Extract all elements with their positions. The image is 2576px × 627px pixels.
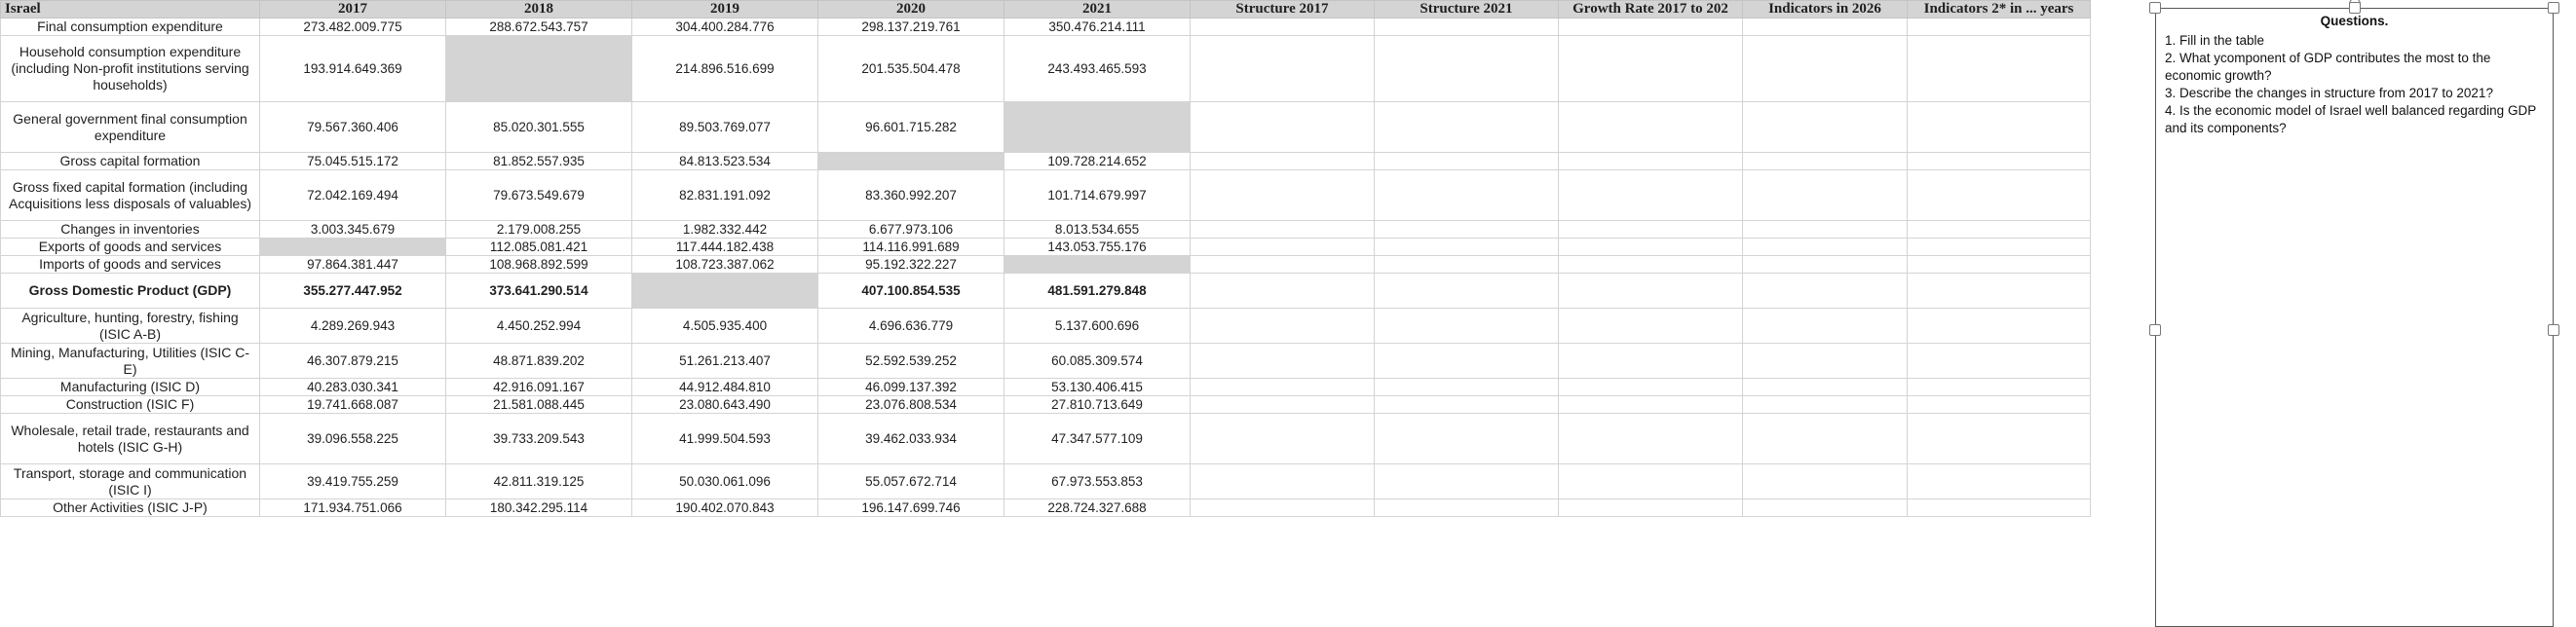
empty-cell[interactable]: [1375, 396, 1559, 414]
row-label-cell[interactable]: Changes in inventories: [1, 221, 260, 239]
value-cell[interactable]: 48.871.839.202: [446, 344, 632, 379]
row-label-cell[interactable]: Exports of goods and services: [1, 239, 260, 256]
value-cell[interactable]: 214.896.516.699: [632, 36, 818, 102]
value-cell[interactable]: 97.864.381.447: [260, 256, 446, 274]
value-cell[interactable]: 4.289.269.943: [260, 309, 446, 344]
empty-cell[interactable]: [1375, 464, 1559, 499]
empty-cell[interactable]: [1743, 274, 1908, 309]
value-cell[interactable]: 273.482.009.775: [260, 18, 446, 36]
value-cell[interactable]: 60.085.309.574: [1004, 344, 1191, 379]
empty-cell[interactable]: [1743, 309, 1908, 344]
empty-cell[interactable]: [1908, 274, 2091, 309]
empty-cell[interactable]: [1191, 239, 1375, 256]
value-cell[interactable]: 75.045.515.172: [260, 153, 446, 170]
empty-cell[interactable]: [1559, 18, 1743, 36]
empty-cell[interactable]: [1743, 102, 1908, 153]
empty-cell[interactable]: [1908, 239, 2091, 256]
value-cell[interactable]: 46.099.137.392: [818, 379, 1004, 396]
empty-cell[interactable]: [1908, 379, 2091, 396]
empty-cell[interactable]: [1191, 170, 1375, 221]
question-item: 3. Describe the changes in structure from 2017 to 2021?: [2165, 86, 2493, 100]
value-cell[interactable]: 39.733.209.543: [446, 414, 632, 464]
value-cell[interactable]: 101.714.679.997: [1004, 170, 1191, 221]
value-cell[interactable]: 114.116.991.689: [818, 239, 1004, 256]
empty-cell[interactable]: [1908, 36, 2091, 102]
resize-handle-right[interactable]: [2548, 324, 2559, 336]
value-cell[interactable]: 95.192.322.227: [818, 256, 1004, 274]
value-cell[interactable]: 6.677.973.106: [818, 221, 1004, 239]
empty-cell[interactable]: [1375, 102, 1559, 153]
empty-cell[interactable]: [1191, 464, 1375, 499]
empty-cell[interactable]: [1375, 499, 1559, 517]
empty-cell[interactable]: [1908, 464, 2091, 499]
value-cell[interactable]: 355.277.447.952: [260, 274, 446, 309]
value-cell[interactable]: 4.450.252.994: [446, 309, 632, 344]
header-cell-country[interactable]: Israel: [1, 1, 260, 18]
row-label-cell[interactable]: Household consumption expenditure (including Non-profit institutions serving households): [1, 36, 260, 102]
empty-cell[interactable]: [1191, 396, 1375, 414]
empty-cell[interactable]: [1191, 221, 1375, 239]
empty-cell[interactable]: [1375, 309, 1559, 344]
value-cell[interactable]: [446, 36, 632, 102]
empty-cell[interactable]: [1908, 18, 2091, 36]
empty-cell[interactable]: [1559, 221, 1743, 239]
value-cell[interactable]: 228.724.327.688: [1004, 499, 1191, 517]
value-cell[interactable]: 108.968.892.599: [446, 256, 632, 274]
header-cell-growth-rate[interactable]: Growth Rate 2017 to 202: [1559, 1, 1743, 18]
value-cell[interactable]: 143.053.755.176: [1004, 239, 1191, 256]
empty-cell[interactable]: [1743, 464, 1908, 499]
table-row: [1, 499, 2091, 517]
empty-cell[interactable]: [1908, 396, 2091, 414]
empty-cell[interactable]: [1743, 18, 1908, 36]
empty-cell[interactable]: [1191, 379, 1375, 396]
value-cell[interactable]: 55.057.672.714: [818, 464, 1004, 499]
table-row: [1, 344, 2091, 379]
value-cell[interactable]: 89.503.769.077: [632, 102, 818, 153]
empty-cell[interactable]: [1559, 464, 1743, 499]
value-cell[interactable]: 39.096.558.225: [260, 414, 446, 464]
row-label-cell[interactable]: Mining, Manufacturing, Utilities (ISIC C-E): [1, 344, 260, 379]
value-cell[interactable]: [1004, 256, 1191, 274]
header-cell-structure-2021[interactable]: Structure 2021: [1375, 1, 1559, 18]
value-cell[interactable]: 81.852.557.935: [446, 153, 632, 170]
empty-cell[interactable]: [1559, 379, 1743, 396]
table-row: [1, 396, 2091, 414]
row-label-cell[interactable]: Imports of goods and services: [1, 256, 260, 274]
empty-cell[interactable]: [1559, 499, 1743, 517]
value-cell[interactable]: 46.307.879.215: [260, 344, 446, 379]
value-cell[interactable]: 180.342.295.114: [446, 499, 632, 517]
table-row: [1, 309, 2091, 344]
empty-cell[interactable]: [1191, 499, 1375, 517]
empty-cell[interactable]: [1559, 102, 1743, 153]
value-cell[interactable]: 196.147.699.746: [818, 499, 1004, 517]
empty-cell[interactable]: [1559, 274, 1743, 309]
resize-handle-top[interactable]: [2349, 2, 2361, 14]
row-label-cell[interactable]: Other Activities (ISIC J-P): [1, 499, 260, 517]
value-cell[interactable]: 109.728.214.652: [1004, 153, 1191, 170]
value-cell[interactable]: 83.360.992.207: [818, 170, 1004, 221]
empty-cell[interactable]: [1191, 309, 1375, 344]
value-cell[interactable]: [260, 239, 446, 256]
table-row: [1, 414, 2091, 464]
value-cell[interactable]: 5.137.600.696: [1004, 309, 1191, 344]
question-item: 4. Is the economic model of Israel well balanced regarding GDP and its components?: [2165, 103, 2536, 135]
value-cell[interactable]: [1004, 102, 1191, 153]
value-cell[interactable]: 50.030.061.096: [632, 464, 818, 499]
empty-cell[interactable]: [1375, 153, 1559, 170]
header-cell-2020[interactable]: 2020: [818, 1, 1004, 18]
value-cell[interactable]: [818, 153, 1004, 170]
value-cell[interactable]: 4.696.636.779: [818, 309, 1004, 344]
row-label-cell[interactable]: Manufacturing (ISIC D): [1, 379, 260, 396]
value-cell[interactable]: 19.741.668.087: [260, 396, 446, 414]
empty-cell[interactable]: [1908, 499, 2091, 517]
value-cell[interactable]: 288.672.543.757: [446, 18, 632, 36]
value-cell[interactable]: 67.973.553.853: [1004, 464, 1191, 499]
value-cell[interactable]: 171.934.751.066: [260, 499, 446, 517]
empty-cell[interactable]: [1375, 18, 1559, 36]
value-cell[interactable]: 190.402.070.843: [632, 499, 818, 517]
empty-cell[interactable]: [1743, 396, 1908, 414]
value-cell[interactable]: 79.673.549.679: [446, 170, 632, 221]
row-label-cell[interactable]: Gross capital formation: [1, 153, 260, 170]
value-cell[interactable]: 52.592.539.252: [818, 344, 1004, 379]
value-cell[interactable]: 481.591.279.848: [1004, 274, 1191, 309]
value-cell[interactable]: 42.811.319.125: [446, 464, 632, 499]
table-row: [1, 36, 2091, 102]
table-row: [1, 239, 2091, 256]
questions-textbox[interactable]: [2155, 8, 2554, 627]
table-body: [1, 1, 2091, 517]
questions-title: Questions.: [2320, 14, 2389, 28]
value-cell[interactable]: 407.100.854.535: [818, 274, 1004, 309]
empty-cell[interactable]: [1743, 170, 1908, 221]
value-cell[interactable]: 47.347.577.109: [1004, 414, 1191, 464]
row-label-cell[interactable]: Wholesale, retail trade, restaurants and hotels (ISIC G-H): [1, 414, 260, 464]
value-cell[interactable]: [632, 274, 818, 309]
empty-cell[interactable]: [1191, 36, 1375, 102]
table-row: [1, 153, 2091, 170]
value-cell[interactable]: 112.085.081.421: [446, 239, 632, 256]
empty-cell[interactable]: [1191, 102, 1375, 153]
header-cell-indicators-2026[interactable]: Indicators in 2026: [1743, 1, 1908, 18]
table-row: [1, 379, 2091, 396]
empty-cell[interactable]: [1743, 499, 1908, 517]
value-cell[interactable]: 21.581.088.445: [446, 396, 632, 414]
header-row: [1, 1, 2091, 18]
row-label-cell[interactable]: General government final consumption expenditure: [1, 102, 260, 153]
row-label-cell[interactable]: Gross Domestic Product (GDP): [1, 274, 260, 309]
value-cell[interactable]: 117.444.182.438: [632, 239, 818, 256]
empty-cell[interactable]: [1908, 221, 2091, 239]
empty-cell[interactable]: [1559, 344, 1743, 379]
resize-handle-top-right[interactable]: [2548, 2, 2559, 14]
empty-cell[interactable]: [1559, 396, 1743, 414]
header-cell-structure-2017[interactable]: Structure 2017: [1191, 1, 1375, 18]
empty-cell[interactable]: [1375, 274, 1559, 309]
value-cell[interactable]: 4.505.935.400: [632, 309, 818, 344]
value-cell[interactable]: 1.982.332.442: [632, 221, 818, 239]
empty-cell[interactable]: [1375, 36, 1559, 102]
header-cell-indicators-years[interactable]: Indicators 2* in ... years: [1908, 1, 2091, 18]
value-cell[interactable]: 27.810.713.649: [1004, 396, 1191, 414]
empty-cell[interactable]: [1908, 256, 2091, 274]
row-label-cell[interactable]: Transport, storage and communication (ISIC I): [1, 464, 260, 499]
table-row: [1, 102, 2091, 153]
empty-cell[interactable]: [1191, 256, 1375, 274]
header-cell-2017[interactable]: 2017: [260, 1, 446, 18]
empty-cell[interactable]: [1191, 274, 1375, 309]
empty-cell[interactable]: [1191, 344, 1375, 379]
empty-cell[interactable]: [1743, 36, 1908, 102]
empty-cell[interactable]: [1559, 256, 1743, 274]
resize-handle-top-left[interactable]: [2149, 2, 2161, 14]
value-cell[interactable]: 350.476.214.111: [1004, 18, 1191, 36]
value-cell[interactable]: 193.914.649.369: [260, 36, 446, 102]
question-item: 1. Fill in the table: [2165, 33, 2265, 48]
value-cell[interactable]: 304.400.284.776: [632, 18, 818, 36]
header-cell-2019[interactable]: 2019: [632, 1, 818, 18]
question-item: 2. What ycomponent of GDP contributes the most to the economic growth?: [2165, 51, 2491, 83]
empty-cell[interactable]: [1375, 344, 1559, 379]
empty-cell[interactable]: [1375, 221, 1559, 239]
value-cell[interactable]: 82.831.191.092: [632, 170, 818, 221]
empty-cell[interactable]: [1559, 170, 1743, 221]
value-cell[interactable]: 40.283.030.341: [260, 379, 446, 396]
empty-cell[interactable]: [1908, 344, 2091, 379]
empty-cell[interactable]: [1743, 414, 1908, 464]
row-label-cell[interactable]: Gross fixed capital formation (including Acquisitions less disposals of valuables): [1, 170, 260, 221]
table-row: [1, 464, 2091, 499]
header-cell-2021[interactable]: 2021: [1004, 1, 1191, 18]
value-cell[interactable]: 23.080.643.490: [632, 396, 818, 414]
table-row: [1, 170, 2091, 221]
value-cell[interactable]: 2.179.008.255: [446, 221, 632, 239]
value-cell[interactable]: 23.076.808.534: [818, 396, 1004, 414]
empty-cell[interactable]: [1743, 379, 1908, 396]
value-cell[interactable]: 96.601.715.282: [818, 102, 1004, 153]
empty-cell[interactable]: [1559, 309, 1743, 344]
value-cell[interactable]: 44.912.484.810: [632, 379, 818, 396]
table-row: [1, 18, 2091, 36]
empty-cell[interactable]: [1375, 239, 1559, 256]
value-cell[interactable]: 39.462.033.934: [818, 414, 1004, 464]
empty-cell[interactable]: [1191, 414, 1375, 464]
value-cell[interactable]: 84.813.523.534: [632, 153, 818, 170]
value-cell[interactable]: 373.641.290.514: [446, 274, 632, 309]
empty-cell[interactable]: [1908, 153, 2091, 170]
value-cell[interactable]: 41.999.504.593: [632, 414, 818, 464]
empty-cell[interactable]: [1559, 153, 1743, 170]
empty-cell[interactable]: [1559, 36, 1743, 102]
empty-cell[interactable]: [1559, 414, 1743, 464]
empty-cell[interactable]: [1743, 153, 1908, 170]
table-row: [1, 221, 2091, 239]
empty-cell[interactable]: [1375, 256, 1559, 274]
empty-cell[interactable]: [1908, 170, 2091, 221]
value-cell[interactable]: 39.419.755.259: [260, 464, 446, 499]
value-cell[interactable]: 3.003.345.679: [260, 221, 446, 239]
value-cell[interactable]: 42.916.091.167: [446, 379, 632, 396]
empty-cell[interactable]: [1375, 170, 1559, 221]
table-row: [1, 256, 2091, 274]
empty-cell[interactable]: [1908, 414, 2091, 464]
empty-cell[interactable]: [1743, 344, 1908, 379]
empty-cell[interactable]: [1908, 309, 2091, 344]
value-cell[interactable]: 85.020.301.555: [446, 102, 632, 153]
empty-cell[interactable]: [1375, 414, 1559, 464]
table-row: [1, 274, 2091, 309]
value-cell[interactable]: 108.723.387.062: [632, 256, 818, 274]
value-cell[interactable]: 298.137.219.761: [818, 18, 1004, 36]
row-label-cell[interactable]: Final consumption expenditure: [1, 18, 260, 36]
empty-cell[interactable]: [1743, 239, 1908, 256]
empty-cell[interactable]: [1743, 221, 1908, 239]
empty-cell[interactable]: [1743, 256, 1908, 274]
empty-cell[interactable]: [1375, 379, 1559, 396]
value-cell[interactable]: 8.013.534.655: [1004, 221, 1191, 239]
resize-handle-left[interactable]: [2149, 324, 2161, 336]
header-cell-2018[interactable]: 2018: [446, 1, 632, 18]
value-cell[interactable]: 79.567.360.406: [260, 102, 446, 153]
value-cell[interactable]: 201.535.504.478: [818, 36, 1004, 102]
empty-cell[interactable]: [1559, 239, 1743, 256]
value-cell[interactable]: 72.042.169.494: [260, 170, 446, 221]
value-cell[interactable]: 53.130.406.415: [1004, 379, 1191, 396]
row-label-cell[interactable]: Construction (ISIC F): [1, 396, 260, 414]
empty-cell[interactable]: [1191, 18, 1375, 36]
value-cell[interactable]: 243.493.465.593: [1004, 36, 1191, 102]
value-cell[interactable]: 51.261.213.407: [632, 344, 818, 379]
row-label-cell[interactable]: Agriculture, hunting, forestry, fishing (ISIC A-B): [1, 309, 260, 344]
empty-cell[interactable]: [1908, 102, 2091, 153]
empty-cell[interactable]: [1191, 153, 1375, 170]
